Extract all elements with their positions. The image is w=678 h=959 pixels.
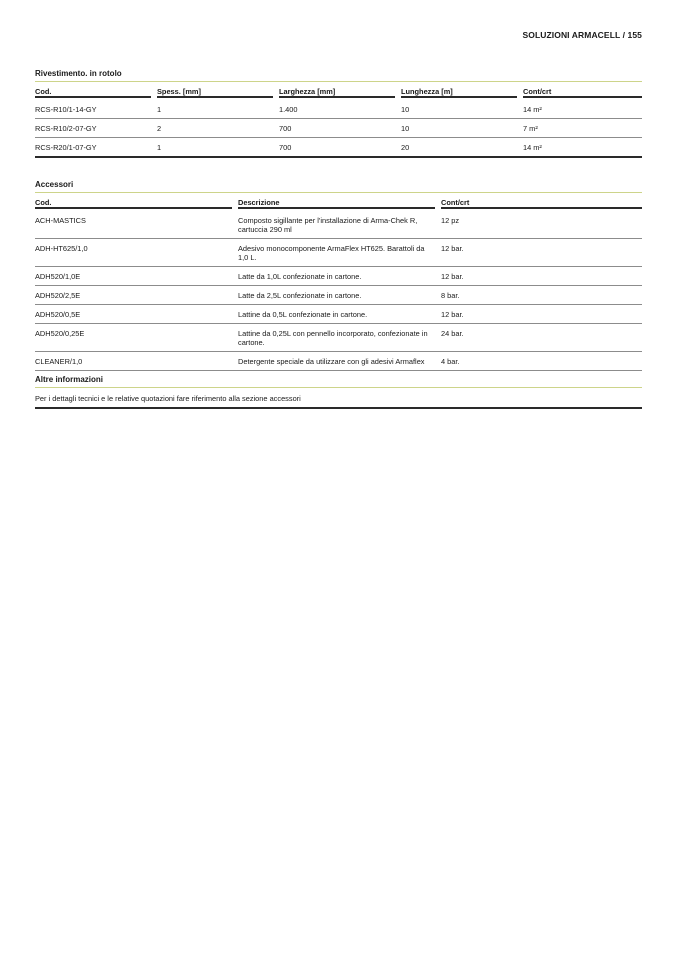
table-cell: 12 bar. bbox=[441, 305, 642, 324]
accessori-title: Accessori bbox=[35, 180, 642, 193]
table-cell: 14 m² bbox=[523, 138, 642, 158]
table-cell: 10 bbox=[401, 100, 523, 119]
altre-informazioni-text: Per i dettagli tecnici e le relative quotazioni fare riferimento alla sezione accessori bbox=[35, 388, 642, 409]
column-header: Descrizione bbox=[238, 198, 435, 209]
column-header: Cont/crt bbox=[523, 87, 642, 98]
table-cell: 12 bar. bbox=[441, 239, 642, 267]
table-cell: 10 bbox=[401, 119, 523, 138]
table-cell: Lattine da 0,25L con pennello incorporato, confezionate in cartone. bbox=[238, 324, 441, 352]
table-cell: Latte da 2,5L confezionate in cartone. bbox=[238, 286, 441, 305]
table-cell: RCS-R10/2-07-GY bbox=[35, 119, 157, 138]
column-header: Cod. bbox=[35, 198, 232, 209]
table-row bbox=[35, 138, 642, 158]
table-row bbox=[35, 305, 642, 324]
table-cell: 8 bar. bbox=[441, 286, 642, 305]
table-cell: 12 bar. bbox=[441, 267, 642, 286]
table-cell: 14 m² bbox=[523, 100, 642, 119]
accessori-section bbox=[35, 180, 642, 409]
table-cell: 700 bbox=[279, 138, 401, 158]
table-row bbox=[35, 267, 642, 286]
table-cell: ADH-HT625/1,0 bbox=[35, 239, 238, 267]
table-cell: 4 bar. bbox=[441, 352, 642, 371]
table-row bbox=[35, 352, 642, 371]
table-row bbox=[35, 211, 642, 239]
table-cell: 12 pz bbox=[441, 211, 642, 239]
table-cell: Detergente speciale da utilizzare con gli adesivi Armaflex bbox=[238, 352, 441, 371]
table-row bbox=[35, 239, 642, 267]
table-cell: CLEANER/1,0 bbox=[35, 352, 238, 371]
table-cell: RCS-R10/1-14-GY bbox=[35, 100, 157, 119]
table-row bbox=[35, 119, 642, 138]
table-row bbox=[35, 324, 642, 352]
accessori-table bbox=[35, 193, 642, 371]
column-header: Cod. bbox=[35, 87, 151, 98]
table-header-row bbox=[35, 82, 642, 100]
table-cell: 24 bar. bbox=[441, 324, 642, 352]
table-cell: 7 m² bbox=[523, 119, 642, 138]
table-cell: 1.400 bbox=[279, 100, 401, 119]
column-header: Spess. [mm] bbox=[157, 87, 273, 98]
table-cell: ACH-MASTICS bbox=[35, 211, 238, 239]
table-cell: RCS-R20/1-07-GY bbox=[35, 138, 157, 158]
table-cell: Latte da 1,0L confezionate in cartone. bbox=[238, 267, 441, 286]
table-cell: 1 bbox=[157, 138, 279, 158]
rivestimento-section bbox=[35, 69, 642, 158]
table-header-row bbox=[35, 193, 642, 211]
table-cell: ADH520/1,0E bbox=[35, 267, 238, 286]
table-row bbox=[35, 286, 642, 305]
column-header: Cont/crt bbox=[441, 198, 642, 209]
table-cell: Adesivo monocomponente ArmaFlex HT625. Barattoli da 1,0 L. bbox=[238, 239, 441, 267]
rivestimento-table bbox=[35, 82, 642, 158]
table-cell: 1 bbox=[157, 100, 279, 119]
column-header: Lunghezza [m] bbox=[401, 87, 517, 98]
rivestimento-title: Rivestimento. in rotolo bbox=[35, 69, 642, 82]
column-header: Larghezza [mm] bbox=[279, 87, 395, 98]
altre-informazioni-title: Altre informazioni bbox=[35, 371, 642, 388]
page-header: SOLUZIONI ARMACELL / 155 bbox=[522, 30, 642, 40]
table-row bbox=[35, 100, 642, 119]
table-cell: ADH520/0,25E bbox=[35, 324, 238, 352]
table-cell: ADH520/0,5E bbox=[35, 305, 238, 324]
table-cell: Composto sigillante per l'installazione di Arma-Chek R, cartuccia 290 ml bbox=[238, 211, 441, 239]
table-cell: ADH520/2,5E bbox=[35, 286, 238, 305]
table-cell: 2 bbox=[157, 119, 279, 138]
table-cell: Lattine da 0,5L confezionate in cartone. bbox=[238, 305, 441, 324]
table-cell: 20 bbox=[401, 138, 523, 158]
table-cell: 700 bbox=[279, 119, 401, 138]
